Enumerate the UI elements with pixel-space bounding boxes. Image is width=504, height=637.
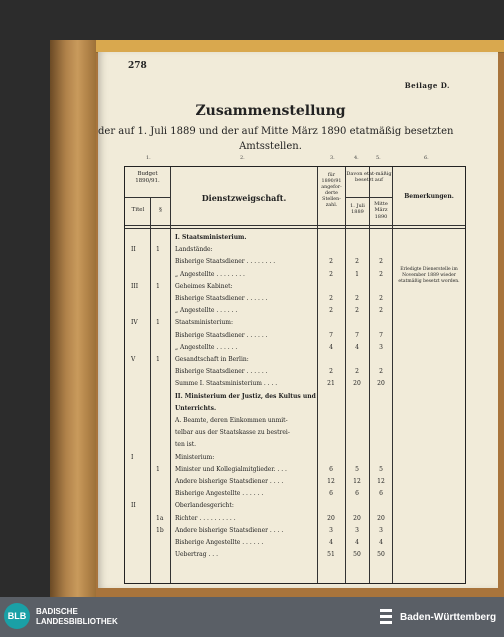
header-dienstzweig: Dienstzweigschaft. <box>201 193 287 203</box>
row-label: Richter . . . . . . . . . . <box>175 514 236 522</box>
row-value-juli: 4 <box>355 539 359 546</box>
row-titel: IV <box>131 319 138 327</box>
row-value-stellen: 51 <box>327 551 335 559</box>
row-label: Minister und Kollegialmitglieder. . . . <box>175 465 287 473</box>
row-value-maerz: 2 <box>379 307 383 315</box>
subtitle-line-2: Amtsstellen. <box>239 141 302 152</box>
column-number: 6. <box>424 155 429 161</box>
header-stellen: für 1890/91 angefor-derte Stellen-zahl. <box>321 173 342 208</box>
row-titel: V <box>131 356 136 363</box>
row-paragraph: 1 <box>156 465 160 473</box>
row-value-maerz: 2 <box>379 368 383 376</box>
row-label: Bisherige Staatsdiener . . . . . . . . <box>175 258 276 266</box>
row-value-maerz: 7 <box>379 331 383 339</box>
column-number: 1. <box>146 155 151 161</box>
footer-bar <box>0 597 504 637</box>
row-paragraph: 1 <box>156 246 160 254</box>
subtitle-line-1: der auf 1. Juli 1889 und der auf Mitte März 1890 etatmäßig besetzten <box>98 126 454 137</box>
row-titel: III <box>131 282 139 290</box>
row-label: Oberlandesgericht: <box>175 502 234 510</box>
row-value-juli: 2 <box>355 295 359 302</box>
row-value-stellen: 20 <box>327 514 335 522</box>
row-value-maerz: 4 <box>379 539 383 546</box>
row-value-juli: 12 <box>353 478 361 485</box>
row-label: Andere bisherige Staatsdiener . . . . <box>175 526 284 534</box>
blb-logo-icon[interactable]: BLB <box>4 603 30 629</box>
row-titel: II <box>131 246 136 254</box>
page-number: 278 <box>128 61 147 71</box>
column-number: 4. <box>354 155 359 161</box>
row-value-maerz: 12 <box>377 478 385 485</box>
row-value-maerz: 3 <box>379 343 383 351</box>
header-titel: Titel <box>131 207 145 213</box>
row-value-juli: 4 <box>355 343 359 351</box>
row-value-maerz: 5 <box>379 465 383 473</box>
row-label: Staatsministerium: <box>175 319 233 327</box>
row-value-juli: 3 <box>355 526 359 534</box>
row-value-stellen: 12 <box>327 478 335 485</box>
row-label: Landstände: <box>175 246 213 254</box>
row-label: Bisherige Staatsdiener . . . . . . <box>175 368 268 376</box>
row-value-juli: 6 <box>355 490 359 498</box>
page-title: Zusammenstellung <box>195 103 346 119</box>
row-value-juli: 2 <box>355 258 359 266</box>
row-value-juli: 1 <box>355 270 359 278</box>
header-bemerkungen: Bemerkungen. <box>404 193 454 200</box>
column-number: 5. <box>376 155 381 161</box>
row-value-juli: 2 <box>355 368 359 376</box>
column-number: 2. <box>240 155 245 161</box>
row-value-juli: 7 <box>355 331 359 339</box>
row-value-maerz: 2 <box>379 295 383 302</box>
book-spine-edge <box>50 40 96 598</box>
baden-wuerttemberg-label[interactable]: Baden-Württemberg <box>400 612 497 623</box>
header-maerz: Mitte März 1890 <box>374 201 388 220</box>
row-value-stellen: 6 <box>329 490 333 498</box>
row-value-stellen: 4 <box>329 343 333 351</box>
row-value-stellen: 2 <box>329 368 333 376</box>
row-label: Andere bisherige Staatsdiener . . . . <box>175 478 284 485</box>
row-label: Bisherige Staatsdiener . . . . . . <box>175 295 268 302</box>
row-value-maerz: 50 <box>377 551 385 559</box>
row-label: „ Angestellte . . . . . . <box>175 343 238 351</box>
header-juli: 1. Juli 1889 <box>350 203 365 216</box>
row-value-juli: 50 <box>353 551 361 559</box>
row-value-stellen: 2 <box>329 307 333 315</box>
row-titel: II <box>131 502 136 510</box>
row-label: Bisherige Angestellte . . . . . . <box>175 490 264 498</box>
row-label: Ministerium: <box>175 453 215 461</box>
row-value-maerz: 20 <box>377 514 385 522</box>
row-value-maerz: 2 <box>379 270 383 278</box>
beilage-label: Beilage D. <box>404 81 450 90</box>
header-budget: Budget 1890/91. <box>135 171 160 184</box>
row-value-stellen: 2 <box>329 270 333 278</box>
row-label: Summe I. Staatsministerium . . . . <box>175 380 278 388</box>
row-label: Bisherige Angestellte . . . . . . <box>175 539 264 546</box>
row-label: A. Beamte, deren Einkommen unmit- <box>175 417 288 424</box>
row-paragraph: 1 <box>156 319 160 327</box>
row-label: Bisherige Staatsdiener . . . . . . <box>175 331 268 339</box>
row-label: Geheimes Kabinet: <box>175 282 233 290</box>
row-paragraph: 1a <box>156 514 164 522</box>
row-value-juli: 20 <box>353 514 361 522</box>
row-value-stellen: 21 <box>327 380 335 388</box>
row-value-juli: 5 <box>355 465 359 473</box>
blb-name-line-2: LANDESBIBLIOTHEK <box>36 616 118 626</box>
row-value-maerz: 20 <box>377 380 385 388</box>
row-label: I. Staatsministerium. <box>175 234 247 241</box>
blb-name[interactable] <box>36 607 118 626</box>
row-value-stellen: 2 <box>329 258 333 266</box>
header-davon: Davon etat-mäßig besetzt auf <box>346 171 392 184</box>
column-number: 3. <box>330 155 335 161</box>
row-value-stellen: 4 <box>329 539 333 546</box>
row-value-maerz: 2 <box>379 258 383 266</box>
bemerkung-note: Erledigte Dienerstelle im November 1889 wieder etatmäßig besetzt worden. <box>398 267 460 284</box>
row-paragraph: 1 <box>156 282 160 290</box>
baden-wuerttemberg-crest-icon <box>378 607 394 627</box>
document-page <box>98 52 498 588</box>
row-label: ten ist. <box>175 441 197 449</box>
row-label: Gesandtschaft in Berlin: <box>175 356 249 363</box>
row-titel: I <box>131 453 134 461</box>
header-paragraph: § <box>159 207 162 213</box>
row-paragraph: 1b <box>156 526 164 534</box>
row-label: telbar aus der Staatskasse zu bestrei- <box>175 429 290 437</box>
data-table <box>124 166 466 584</box>
row-value-stellen: 2 <box>329 295 333 302</box>
row-value-stellen: 3 <box>329 526 333 534</box>
row-label: Unterrichts. <box>175 404 217 412</box>
row-value-stellen: 7 <box>329 331 333 339</box>
row-label: II. Ministerium der Justiz, des Kultus und <box>175 392 316 400</box>
row-label: Uebertrag . . . <box>175 551 219 559</box>
blb-name-line-1: BADISCHE <box>36 607 78 616</box>
row-label: „ Angestellte . . . . . . <box>175 307 238 315</box>
row-paragraph: 1 <box>156 356 160 363</box>
row-value-juli: 2 <box>355 307 359 315</box>
row-value-juli: 20 <box>353 380 361 388</box>
row-value-maerz: 3 <box>379 526 383 534</box>
row-value-maerz: 6 <box>379 490 383 498</box>
row-label: „ Angestellte . . . . . . . . <box>175 270 245 278</box>
row-value-stellen: 6 <box>329 465 333 473</box>
